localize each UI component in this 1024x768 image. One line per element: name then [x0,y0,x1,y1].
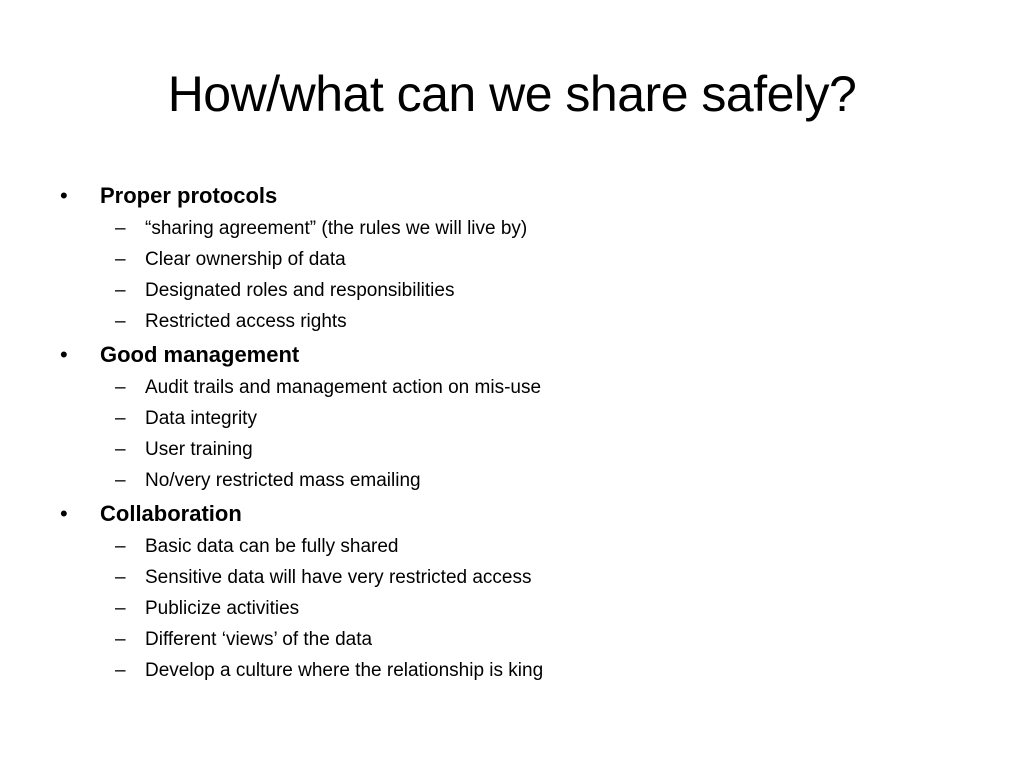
dash-icon: – [115,280,126,301]
bullet-dot-icon: • [60,183,68,208]
sub-bullet-text: Audit trails and management action on mis-use [145,377,542,398]
dash-icon: – [115,660,126,681]
sub-bullet-text: Publicize activities [145,598,300,619]
dash-icon: – [115,567,126,588]
sub-bullet-text: User training [145,439,253,460]
bullet-heading [60,178,980,213]
dash-icon: – [115,408,126,429]
sub-bullet [60,306,980,337]
section-good-management [60,337,980,496]
sub-bullet-text: Restricted access rights [145,311,347,332]
sub-bullet [60,213,980,244]
heading-text: Proper protocols [100,183,278,208]
slide-title: How/what can we share safely? [167,66,857,122]
bullet-heading [60,496,980,531]
sub-bullet [60,403,980,434]
dash-icon: – [115,439,126,460]
sub-bullet [60,465,980,496]
sub-bullet [60,275,980,306]
dash-icon: – [115,598,126,619]
bullet-dot-icon: • [60,342,68,367]
sub-bullet-text: Basic data can be fully shared [145,536,399,557]
sub-bullet [60,562,980,593]
dash-icon: – [115,629,126,650]
sub-bullet-text: Sensitive data will have very restricted access [145,567,532,588]
sub-bullet-text: Clear ownership of data [145,249,346,270]
section-collaboration [60,496,980,686]
sub-bullet-text: Designated roles and responsibilities [145,280,455,301]
sub-bullet [60,593,980,624]
bullet-list [60,178,980,686]
heading-text: Good management [100,342,300,367]
sub-bullet [60,655,980,686]
dash-icon: – [115,470,126,491]
sub-bullet [60,372,980,403]
sub-bullet [60,531,980,562]
sub-bullet [60,244,980,275]
heading-text: Collaboration [100,501,242,526]
sub-bullet-text: “sharing agreement” (the rules we will live by) [145,218,528,239]
dash-icon: – [115,311,126,332]
section-proper-protocols [60,178,980,337]
sub-bullet-text: No/very restricted mass emailing [145,470,421,491]
bullet-dot-icon: • [60,501,68,526]
sub-bullet-text: Different ‘views’ of the data [145,629,373,650]
dash-icon: – [115,249,126,270]
sub-bullet-text: Develop a culture where the relationship is king [145,660,544,681]
dash-icon: – [115,218,126,239]
sub-bullet [60,624,980,655]
dash-icon: – [115,377,126,398]
sub-bullet-text: Data integrity [145,408,257,429]
bullet-heading [60,337,980,372]
dash-icon: – [115,536,126,557]
sub-bullet [60,434,980,465]
